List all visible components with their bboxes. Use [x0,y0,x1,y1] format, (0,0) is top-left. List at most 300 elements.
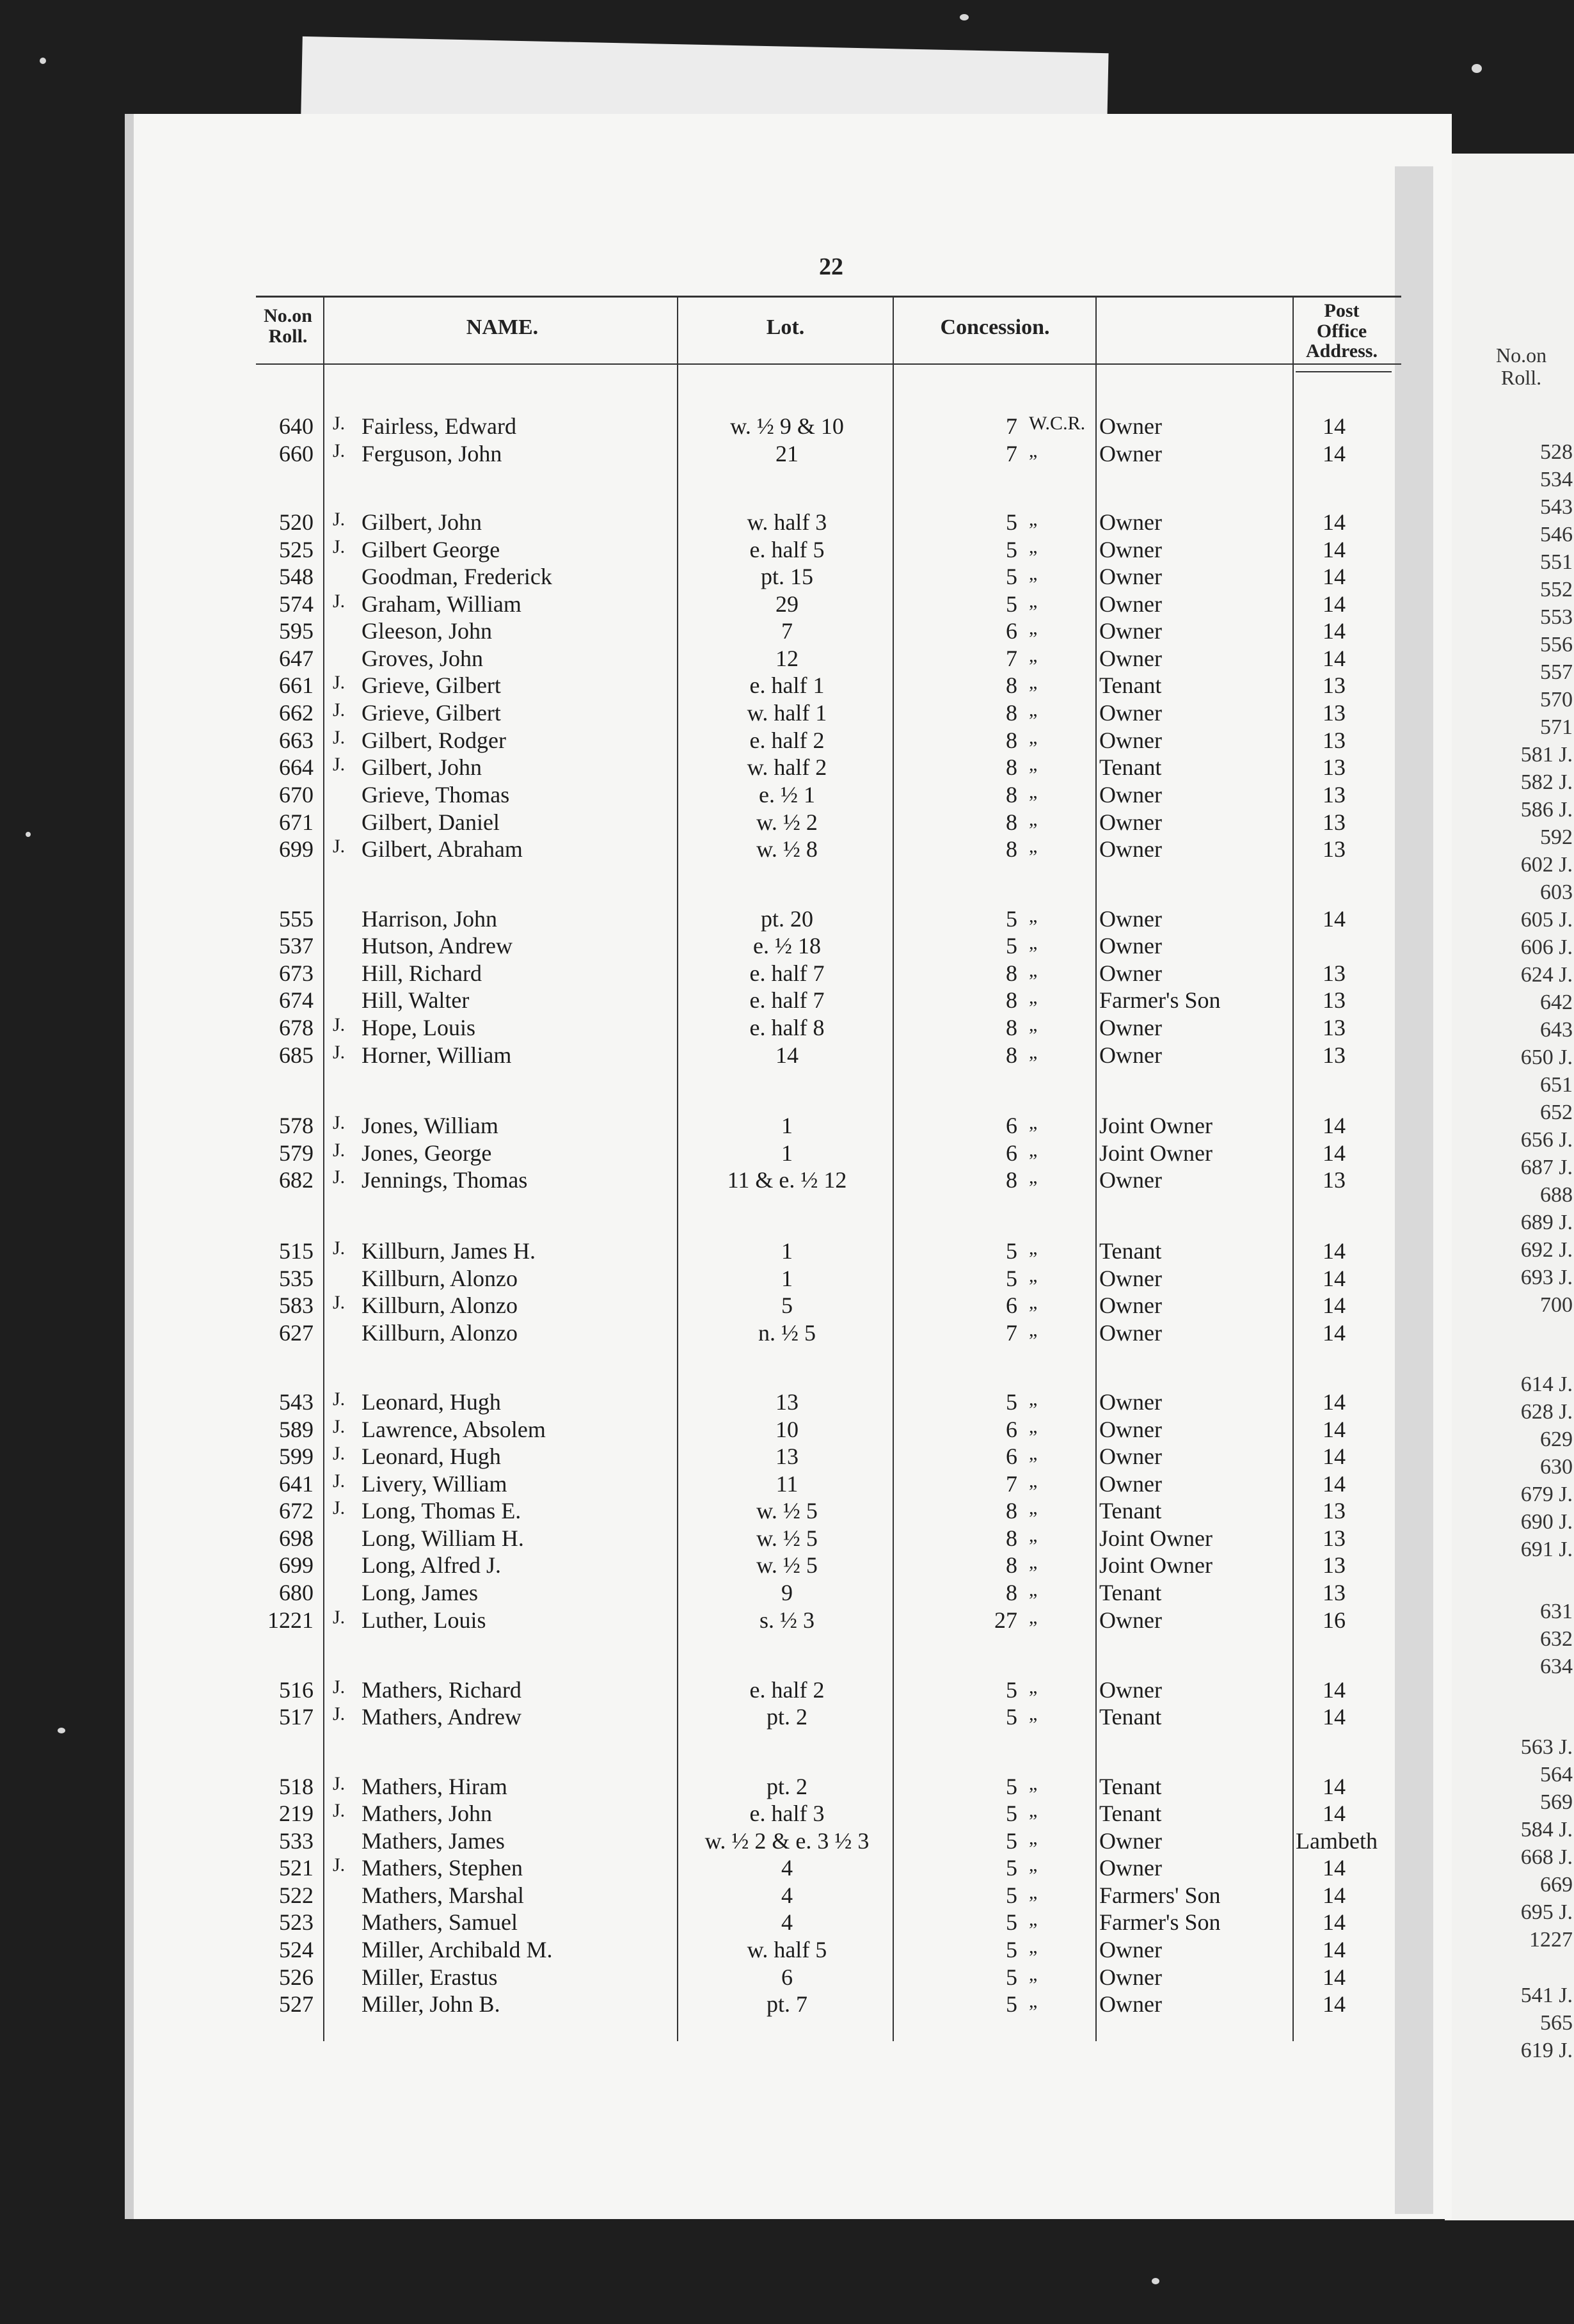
concession-number: 8 [1006,1525,1017,1551]
concession-ditto: „ [1029,1292,1038,1313]
concession-number: 5 [1006,1828,1017,1854]
roll-number: 516 [279,1677,314,1703]
roll-number: 522 [279,1882,314,1908]
concession-number: 5 [1006,1964,1017,1990]
adjacent-roll-number: 690 J. [1520,1510,1573,1534]
juror-mark: J. [333,1703,346,1724]
status: Owner [1099,809,1162,835]
post-office: 14 [1323,1471,1346,1497]
elector-name: Luther, Louis [362,1607,486,1633]
header-roll [253,306,323,346]
concession-ditto: „ [1029,509,1038,530]
status: Farmer's Son [1099,1909,1221,1935]
adjacent-roll-number: 629 [1540,1428,1573,1451]
adjacent-roll-number: 652 [1540,1101,1573,1124]
elector-name: Grieve, Gilbert [362,700,501,726]
elector-name: Killburn, James H. [362,1238,536,1264]
concession-number: 5 [1006,537,1017,562]
lot: 13 [775,1444,799,1469]
roll-number: 533 [279,1828,314,1854]
roll-number: 641 [279,1471,314,1497]
status: Joint Owner [1099,1140,1212,1166]
juror-mark: J. [333,591,346,612]
roll-number: 548 [279,564,314,589]
concession-number: 8 [1006,673,1017,698]
juror-mark: J. [333,754,346,775]
elector-name: Mathers, Richard [362,1677,521,1703]
elector-name: Hope, Louis [362,1015,475,1040]
status: Owner [1099,591,1162,617]
lot: 7 [781,618,793,644]
status: Owner [1099,413,1162,439]
concession-ditto: „ [1029,1140,1038,1161]
status: Owner [1099,1167,1162,1193]
post-office: 14 [1323,591,1346,617]
roll-number: 543 [279,1389,314,1415]
concession-ditto: „ [1029,617,1038,639]
roll-number: 640 [279,413,314,439]
lot: e. ½ 1 [759,782,815,808]
elector-name: Mathers, James [362,1828,505,1854]
lot: 1 [781,1140,793,1166]
concession-ditto: „ [1029,1014,1038,1035]
concession-number: 5 [1006,1801,1017,1826]
adjacent-roll-number: 569 [1540,1790,1573,1814]
elector-name: Jennings, Thomas [362,1167,528,1193]
header-post-line2: Office [1316,320,1367,342]
concession-number: 5 [1006,906,1017,932]
lot: 21 [775,441,799,466]
concession-ditto: „ [1029,987,1038,1008]
concession-number: 6 [1006,618,1017,644]
post-office: 14 [1323,1238,1346,1264]
juror-mark: J. [333,1676,346,1698]
concession-number: 27 [994,1607,1017,1633]
post-office: 13 [1323,700,1346,726]
roll-number: 523 [279,1909,314,1935]
concession-ditto: „ [1029,1964,1038,1985]
divider-status [1292,298,1294,2041]
lot: 10 [775,1417,799,1442]
divider-concession [1095,298,1097,2041]
status: Owner [1099,1417,1162,1442]
elector-name: Long, William H. [362,1525,524,1551]
concession-ditto: „ [1029,1579,1038,1600]
adjacent-roll-number: 603 [1540,880,1573,904]
post-office: 14 [1323,509,1346,535]
status: Owner [1099,728,1162,753]
juror-mark: J. [333,1389,346,1410]
post-office: 14 [1323,1389,1346,1415]
adjacent-roll-number: 643 [1540,1018,1573,1042]
concession-ditto: „ [1029,1416,1038,1437]
post-office: Lambeth [1296,1828,1378,1854]
post-office: 13 [1323,1042,1346,1068]
roll-number: 1221 [267,1607,314,1633]
post-office: 14 [1323,1855,1346,1881]
adjacent-roll-number: 700 [1540,1293,1573,1317]
concession-number: 8 [1006,809,1017,835]
adjacent-roll-number: 687 J. [1520,1156,1573,1179]
concession-number: 6 [1006,1113,1017,1138]
post-office: 14 [1323,906,1346,932]
status: Joint Owner [1099,1552,1212,1578]
concession-number: 5 [1006,1266,1017,1291]
concession-number: 6 [1006,1293,1017,1318]
header-roll-line1: No.on [264,305,312,326]
post-office: 13 [1323,1167,1346,1193]
lot: s. ½ 3 [759,1607,815,1633]
roll-number: 526 [279,1964,314,1990]
status: Owner [1099,1964,1162,1990]
post-office: 13 [1323,782,1346,808]
status: Owner [1099,1607,1162,1633]
lot: pt. 2 [766,1704,807,1730]
roll-number: 660 [279,441,314,466]
elector-name: Killburn, Alonzo [362,1293,518,1318]
elector-name: Gilbert, Abraham [362,836,523,862]
concession-number: 6 [1006,1444,1017,1469]
concession-number: 5 [1006,1937,1017,1962]
juror-mark: J. [333,1800,346,1821]
adjacent-roll-number: 551 [1540,550,1573,574]
adjacent-roll-number: 628 J. [1520,1400,1573,1424]
status: Owner [1099,700,1162,726]
post-office: 13 [1323,960,1346,986]
status: Tenant [1099,1774,1162,1799]
roll-number: 527 [279,1991,314,2017]
roll-number: 518 [279,1774,314,1799]
status: Owner [1099,1828,1162,1854]
status: Owner [1099,1320,1162,1346]
roll-number: 672 [279,1498,314,1524]
juror-mark: J. [333,836,346,857]
elector-name: Leonard, Hugh [362,1444,501,1469]
roll-number: 219 [279,1801,314,1826]
lot: e. half 2 [749,728,825,753]
roll-number: 663 [279,728,314,753]
juror-mark: J. [333,672,346,693]
post-office: 14 [1323,1266,1346,1291]
concession-ditto: „ [1029,932,1038,953]
post-office: 13 [1323,1552,1346,1578]
status: Owner [1099,836,1162,862]
adjacent-roll-number: 552 [1540,578,1573,601]
elector-name: Gilbert, Daniel [362,809,500,835]
lot: 4 [781,1882,793,1908]
adjacent-roll-number: 570 [1540,688,1573,712]
status: Owner [1099,564,1162,589]
concession-number: 7 [1006,1471,1017,1497]
status: Owner [1099,1042,1162,1068]
concession-ditto: „ [1029,905,1038,927]
concession-ditto: „ [1029,699,1038,720]
roll-number: 698 [279,1525,314,1551]
post-office: 14 [1323,1444,1346,1469]
lot: 1 [781,1113,793,1138]
juror-mark: J. [333,1112,346,1133]
concession-number: 8 [1006,1042,1017,1068]
elector-name: Hutson, Andrew [362,933,513,959]
status: Owner [1099,1677,1162,1703]
elector-name: Gilbert, John [362,754,482,780]
adjacent-roll-number: 564 [1540,1763,1573,1787]
post-office: 13 [1323,987,1346,1013]
concession-ditto: „ [1029,1676,1038,1698]
adjacent-roll-number: 634 [1540,1655,1573,1678]
roll-number: 661 [279,673,314,698]
roll-number: 595 [279,618,314,644]
roll-number: 515 [279,1238,314,1264]
header-top-rule [256,296,1401,298]
concession-number: 8 [1006,700,1017,726]
concession-ditto: „ [1029,1773,1038,1794]
roll-number: 670 [279,782,314,808]
adjacent-page-header [1496,344,1546,389]
concession-ditto: „ [1029,672,1038,693]
adjacent-roll-number: 650 J. [1520,1046,1573,1069]
lot: e. half 5 [749,537,825,562]
divider-roll [323,298,324,2041]
status: Joint Owner [1099,1113,1212,1138]
lot: w. ½ 8 [756,836,818,862]
lot: 12 [775,646,799,671]
lot: w. ½ 5 [756,1525,818,1551]
status: Owner [1099,782,1162,808]
roll-number: 589 [279,1417,314,1442]
elector-name: Horner, William [362,1042,512,1068]
elector-name: Grieve, Thomas [362,782,510,808]
elector-name: Mathers, Samuel [362,1909,518,1935]
elector-name: Fairless, Edward [362,413,516,439]
elector-name: Jones, William [362,1113,498,1138]
adjacent-roll-number: 619 J. [1520,2039,1573,2062]
status: Tenant [1099,673,1162,698]
concession-ditto: „ [1029,1525,1038,1546]
lot: pt. 7 [766,1991,807,2017]
lot: 4 [781,1909,793,1935]
concession-number: 5 [1006,933,1017,959]
post-office: 14 [1323,1704,1346,1730]
adjacent-roll-number: 631 [1540,1600,1573,1623]
post-office: 14 [1323,1991,1346,2017]
lot: n. ½ 5 [758,1320,816,1346]
adjacent-roll-number: 630 [1540,1455,1573,1479]
status: Owner [1099,960,1162,986]
elector-name: Ferguson, John [362,441,502,466]
post-office: 13 [1323,754,1346,780]
concession-number: 8 [1006,1167,1017,1193]
elector-name: Miller, Erastus [362,1964,498,1990]
roll-number: 671 [279,809,314,835]
post-office: 14 [1323,441,1346,466]
post-office: 14 [1323,564,1346,589]
concession-number: 8 [1006,1498,1017,1524]
page-number: 22 [819,253,843,280]
lot: w. ½ 2 [756,809,818,835]
status: Owner [1099,441,1162,466]
roll-number: 555 [279,906,314,932]
concession-ditto: „ [1029,1389,1038,1410]
elector-name: Mathers, Stephen [362,1855,523,1881]
concession-ditto: „ [1029,1552,1038,1573]
concession-number: 5 [1006,1909,1017,1935]
roll-number: 537 [279,933,314,959]
roll-number: 664 [279,754,314,780]
page-gutter [1395,166,1433,2214]
concession-number: 5 [1006,1704,1017,1730]
juror-mark: J. [333,1014,346,1035]
roll-number: 682 [279,1167,314,1193]
roll-number: 520 [279,509,314,535]
roll-number: 678 [279,1015,314,1040]
post-office: 16 [1323,1607,1346,1633]
lot: 5 [781,1293,793,1318]
elector-name: Killburn, Alonzo [362,1320,518,1346]
lot: 29 [775,591,799,617]
status: Farmers' Son [1099,1882,1221,1908]
elector-name: Groves, John [362,646,483,671]
scan-speck [26,832,31,837]
concession-ditto: „ [1029,727,1038,748]
post-office: 14 [1323,1937,1346,1962]
concession-ditto: „ [1029,1703,1038,1724]
concession-number: 7 [1006,1320,1017,1346]
lot: 1 [781,1238,793,1264]
adjacent-roll-number: 668 J. [1520,1845,1573,1869]
elector-name: Gleeson, John [362,618,492,644]
adjacent-roll-number: 534 [1540,468,1573,491]
concession-number: 8 [1006,960,1017,986]
roll-number: 680 [279,1580,314,1605]
concession-number: 7 [1006,646,1017,671]
lot: 13 [775,1389,799,1415]
status: Tenant [1099,1238,1162,1264]
status: Owner [1099,646,1162,671]
concession-number: 8 [1006,987,1017,1013]
juror-mark: J. [333,1470,346,1492]
adjacent-roll-number: 543 [1540,495,1573,519]
concession-ditto: „ [1029,1991,1038,2012]
header-bottom-rule [256,363,1401,365]
elector-name: Gilbert George [362,537,500,562]
lot: e. half 1 [749,673,825,698]
status: Tenant [1099,1801,1162,1826]
status: Owner [1099,1855,1162,1881]
adjacent-roll-number: 679 J. [1520,1483,1573,1506]
post-office: 14 [1323,646,1346,671]
status: Tenant [1099,1704,1162,1730]
status: Tenant [1099,1498,1162,1524]
roll-number: 673 [279,960,314,986]
status: Owner [1099,1389,1162,1415]
juror-mark: J. [333,1443,346,1464]
juror-mark: J. [333,1773,346,1794]
header-post-line3: Address. [1306,340,1378,362]
adjacent-roll-number: 584 J. [1520,1818,1573,1842]
adjacent-roll-number: 632 [1540,1627,1573,1651]
concession-ditto: „ [1029,645,1038,666]
elector-name: Long, Alfred J. [362,1552,501,1578]
post-office: 13 [1323,809,1346,835]
status: Owner [1099,1444,1162,1469]
post-office: 14 [1323,1320,1346,1346]
elector-name: Lawrence, Absolem [362,1417,546,1442]
header-post-office [1294,301,1390,362]
concession-ditto: „ [1029,1882,1038,1903]
concession-number: 8 [1006,1580,1017,1605]
lot: w. half 2 [747,754,827,780]
scan-speck [1472,64,1482,73]
adjacent-roll-number: 693 J. [1520,1266,1573,1289]
lot: w. ½ 5 [756,1552,818,1578]
lot: e. half 2 [749,1677,825,1703]
post-office: 14 [1323,1140,1346,1166]
post-office: 13 [1323,1525,1346,1551]
roll-number: 583 [279,1293,314,1318]
post-office: 13 [1323,1498,1346,1524]
lot: e. half 3 [749,1801,825,1826]
elector-name: Graham, William [362,591,521,617]
lot: w. ½ 9 & 10 [730,413,844,439]
elector-name: Livery, William [362,1471,507,1497]
adjacent-roll-number: 689 J. [1520,1211,1573,1234]
roll-number: 662 [279,700,314,726]
concession-ditto: „ [1029,1112,1038,1133]
roll-number: 674 [279,987,314,1013]
post-office: 14 [1323,618,1346,644]
adjacent-roll-number: 541 J. [1520,1984,1573,2007]
post-office: 13 [1323,728,1346,753]
concession-ditto: „ [1029,836,1038,857]
header-name: NAME. [466,315,539,339]
adjacent-roll-number: 695 J. [1520,1900,1573,1924]
elector-name: Gilbert, Rodger [362,728,506,753]
scan-speck [58,1728,65,1733]
roll-number: 627 [279,1320,314,1346]
concession-number: 5 [1006,1991,1017,2017]
adjacent-roll-number: 586 J. [1520,798,1573,822]
roll-number: 599 [279,1444,314,1469]
concession-ditto: „ [1029,1319,1038,1341]
concession-ditto: „ [1029,754,1038,775]
roll-number: 699 [279,1552,314,1578]
status: Owner [1099,1266,1162,1291]
status: Tenant [1099,1580,1162,1605]
header-roll-line2: Roll. [268,325,308,347]
juror-mark: J. [333,1166,346,1188]
lot: e. ½ 18 [753,933,821,959]
lot: 14 [775,1042,799,1068]
concession-number: 5 [1006,564,1017,589]
lot: pt. 2 [766,1774,807,1799]
status: Owner [1099,1015,1162,1040]
concession-number: 8 [1006,836,1017,862]
status: Owner [1099,537,1162,562]
juror-mark: J. [333,1238,346,1259]
concession-ditto: „ [1029,1497,1038,1518]
adjacent-roll-number: 669 [1540,1873,1573,1897]
roll-number: 579 [279,1140,314,1166]
adjacent-roll-number: 581 J. [1520,743,1573,767]
elector-name: Long, James [362,1580,478,1605]
scan-speck [40,58,46,64]
adjacent-roll-number: 563 J. [1520,1735,1573,1759]
status: Owner [1099,1991,1162,2017]
concession-ditto: „ [1029,1827,1038,1849]
elector-name: Miller, John B. [362,1991,500,2017]
lot: e. half 8 [749,1015,825,1040]
